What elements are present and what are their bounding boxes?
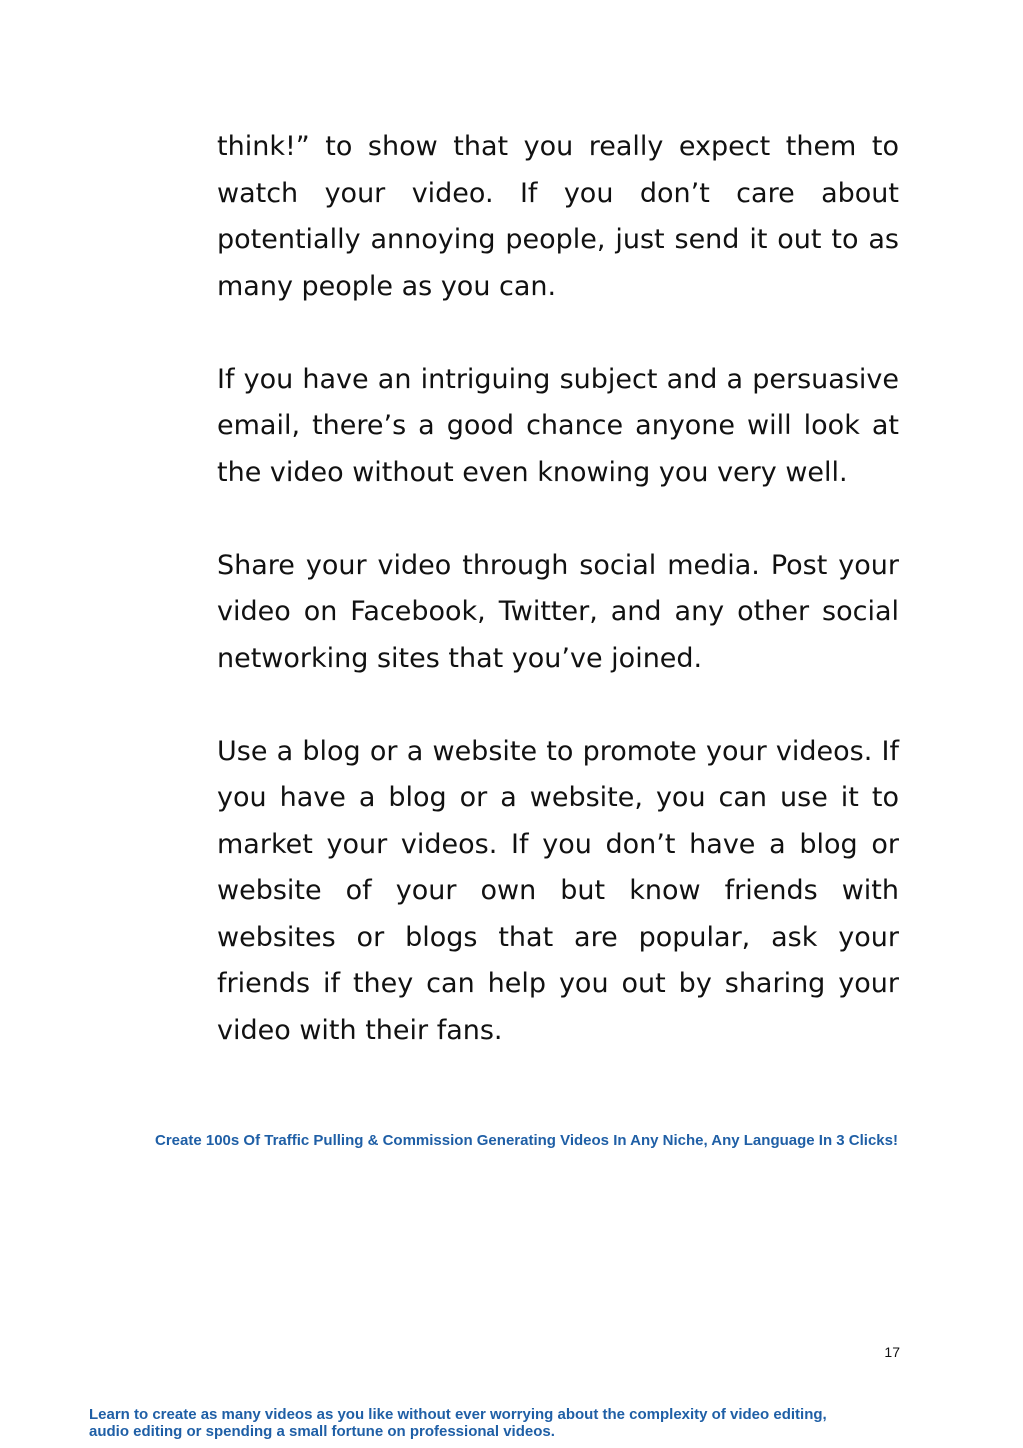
- promo-banner-text[interactable]: Create 100s Of Traffic Pulling & Commission Generating Videos In Any Niche, Any Language In 3 Clicks!: [155, 1132, 898, 1149]
- paragraph-intriguing-subject: If you have an intriguing subject and a persuasive email, there’s a good chance anyone will look at the video without even knowing you very well.: [217, 363, 899, 488]
- body-text: [217, 124, 899, 1054]
- footer-line-2[interactable]: audio editing or spending a small fortune on professional videos.: [89, 1423, 555, 1440]
- page-number: 17: [884, 1344, 900, 1360]
- paragraph-blog-website: Use a blog or a website to promote your videos. If you have a blog or a website, you can use it to market your videos. If you don’t have a blog or website of your own but know friends with websites or blogs that are popular, ask your friends if they can help you out by sharing your video with their fans.: [217, 735, 899, 1046]
- footer-promo-link[interactable]: [89, 1406, 969, 1440]
- promo-banner-link[interactable]: [0, 1131, 1023, 1151]
- paragraph-email-advice: think!” to show that you really expect them to watch your video. If you don’t care about potentially annoying people, just send it out to as many people as you can.: [217, 131, 899, 302]
- paragraph-social-media: Share your video through social media. Post your video on Facebook, Twitter, and any other social networking sites that you’ve joined.: [217, 549, 899, 674]
- footer-line-1[interactable]: Learn to create as many videos as you like without ever worrying about the complexity of video editing,: [89, 1406, 827, 1423]
